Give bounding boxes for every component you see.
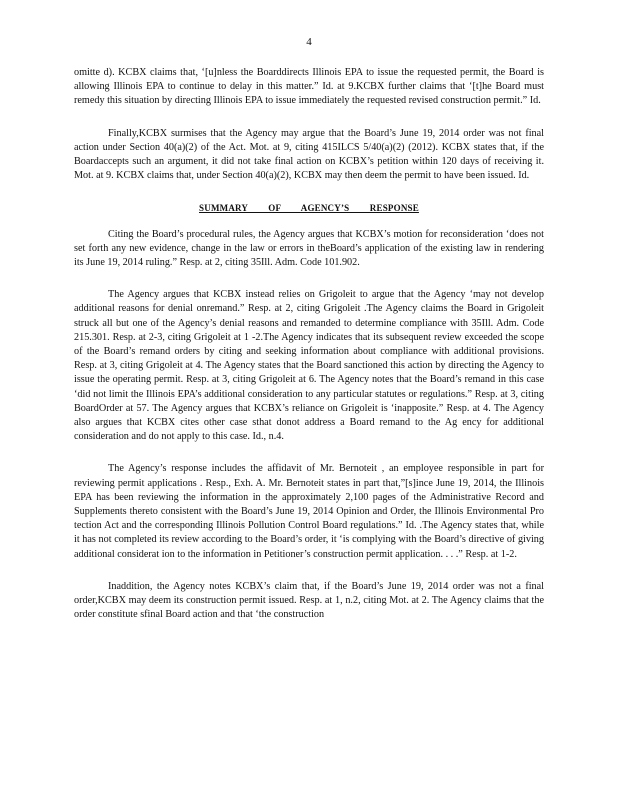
paragraph-grigoleit: The Agency argues that KCBX instead relies on Grigoleit to argue that the Agency ‘may not develop additional reasons for denial onremand.” Resp. at 2, citing Grigoleit .The Agency claims the Board in Grigoleit struck all but one of the Agency’s denial reasons and remanded to determine compliance with 35Ill. Adm. Code 215.301. Resp. at 2-3, citing Grigoleit at 1 -2.The Agency indicates that its subsequent review exceeded the scope of the Board’s remand orders by citing and seeking information about compliance with additional provisions. Resp. at 3, citing Grigoleit at 4. The Agency states that the Board sanctioned this action by directing the Agency to issue the operating permit. Resp. at 3, citing Grigoleit at 6. The Agency notes that the Board’s remand in this case ‘did not limit the Illinois EPA’s additional consideration to any particular statutes or regulations.” Resp. at 3, citing BoardOrder at 57. The Agency argues that KCBX’s reliance on Grigoleit is ‘inapposite.” Resp. at 4. The Agency also argues that KCBX cites other case sthat donot address a Board remand to the Ag ency for additional consideration and do not apply to this case. Id., n.4. [74,289,544,443]
paragraph-final-action: Finally,KCBX surmises that the Agency may argue that the Board’s June 19, 2014 order was not final action under Section 40(a)(2) of the Act. Mot. at 9, citing 415ILCS 5/40(a)(2) (2012). KCBX states that, if the Boardaccepts such an argument, it did not take final action on KCBX’s petition within 120 days of receiving it. Mot. at 9. KCBX claims that, under Section 40(a)(2), KCBX may then deem the permit to have been issued. Id. [74,127,544,182]
paragraph-procedural-rules: Citing the Board’s procedural rules, the Agency argues that KCBX’s motion for reconsideration ‘does not set forth any new evidence, change in the law or errors in theBoard’s application of the existing law in rendering its June 19, 2014 ruling.” Resp. at 2, citing 35Ill. Adm. Code 101.902. [74,228,544,269]
paragraph-in-addition: Inaddition, the Agency notes KCBX’s claim that, if the Board’s June 19, 2014 order was not a final order,KCBX may deem its construction permit issued. Resp. at 1, n.2, citing Mot. at 2. The Agency claims that the order constitute sfinal Board action and that ‘the construction [74,580,544,621]
section-heading: SUMMARY OF AGENCY’S RESPONSE [199,203,419,214]
paragraph-kcbx-claims: omitte d). KCBX claims that, ‘[u]nless the Boarddirects Illinois EPA to issue the requested permit, the Board is allowing Illinois EPA to continue to delay in this matter.” Id. at 9.KCBX further claims that ‘[t]he Board must remedy this situation by directing Illinois EPA to issue immediately the requested revised construction permit.” Id. [74,67,544,107]
document-body [74,66,544,641]
page-number: 4 [306,36,312,48]
paragraph-affidavit: The Agency’s response includes the affidavit of Mr. Bernoteit , an employee responsible in part for reviewing permit applications . Resp., Exh. A. Mr. Bernoteit states in part that,”[s]ince June 19, 2014, the Illinois EPA has been reviewing the information in the approximately 2,100 pages of the Administrative Record and Supplements thereto consistent with the Board’s June 19, 2014 Opinion and Order, the Illinois Environmental Pro tection Act and the corresponding Illinois Pollution Control Board regulations.” Id. .The Agency states that, while it has not completed its review according to the Board’s order, it ‘is complying with the Board’s directive of giving additional considerat ion to the information in Petitioner’s construction permit application. . . .” Resp. at 1-2. [74,463,544,560]
